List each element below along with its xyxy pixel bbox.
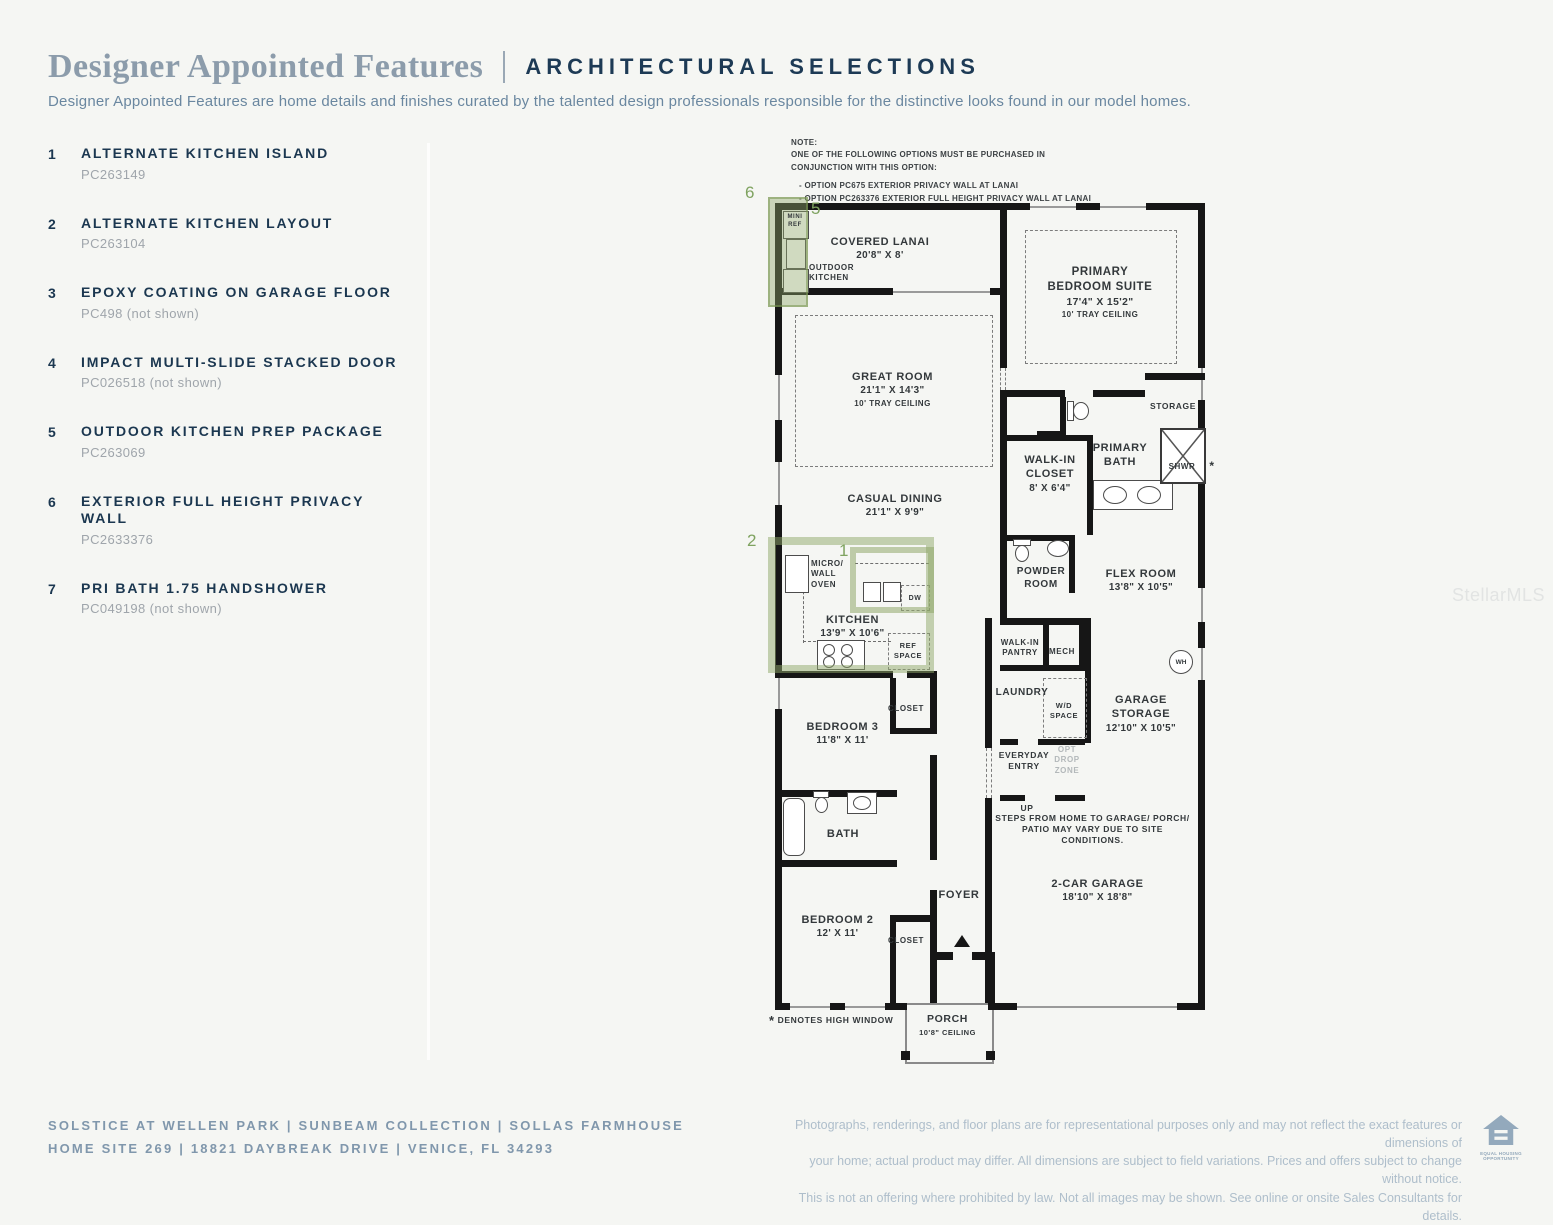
room-name: WALK-IN CLOSET — [1024, 454, 1076, 481]
room-name: 2-CAR GARAGE — [1051, 878, 1144, 890]
stellar-mls-watermark: StellarMLS — [1452, 585, 1546, 605]
wall — [1000, 795, 1025, 801]
wall — [890, 922, 896, 1003]
toilet — [815, 797, 828, 813]
wall — [775, 790, 897, 797]
list-item — [48, 493, 400, 547]
room-dims: 8' X 6'4" — [1029, 482, 1071, 494]
room-label — [815, 235, 945, 263]
feature-code: PC498 (not shown) — [81, 305, 200, 321]
feature-title: EXTERIOR FULL HEIGHT PRIVACY WALL — [81, 492, 364, 526]
room-label: POWDER ROOM — [1016, 566, 1066, 590]
room-label — [820, 370, 965, 410]
room-label — [1085, 567, 1197, 595]
room-label: WALK-IN PANTRY — [1000, 638, 1040, 658]
marker-5: 5 — [811, 199, 821, 218]
list-item — [48, 423, 400, 460]
feature-title: PRI BATH 1.75 HANDSHOWER — [81, 579, 328, 596]
room-ceiling: 10' TRAY CEILING — [854, 399, 931, 409]
plan-note — [791, 137, 1131, 205]
window — [845, 1003, 885, 1010]
feature-code: PC049198 (not shown) — [81, 601, 222, 616]
toilet — [1015, 545, 1029, 562]
room-label — [810, 613, 895, 641]
room-name: PRIMARY BEDROOM SUITE — [1047, 266, 1153, 293]
room-label: OPT DROP ZONE — [1054, 745, 1080, 775]
kitchen-island-highlight — [850, 547, 934, 613]
wall — [1000, 203, 1007, 368]
note-line: NOTE: — [791, 138, 818, 147]
footer-disclaimer — [770, 1116, 1462, 1225]
plan-note-steps — [990, 813, 1195, 846]
window — [1030, 203, 1076, 210]
room-dims: 12' X 11' — [816, 928, 859, 940]
footnote-text: DENOTES HIGH WINDOW — [777, 1015, 894, 1025]
footnote-star: * — [769, 1013, 775, 1028]
room-label — [795, 720, 890, 748]
window — [1198, 588, 1205, 622]
wall — [988, 960, 995, 1003]
list-item — [48, 215, 400, 252]
feature-number: 1 — [48, 146, 56, 162]
page-subtitle: ARCHITECTURAL SELECTIONS — [525, 54, 980, 79]
room-label — [790, 913, 885, 941]
feature-number: 3 — [48, 285, 56, 301]
wall — [1000, 390, 1007, 625]
room-label — [1040, 877, 1155, 905]
feature-code: PC026518 (not shown) — [81, 375, 222, 390]
room-label — [910, 1013, 985, 1037]
wall — [1007, 435, 1093, 441]
wall — [930, 671, 937, 731]
room-dims: 12'10" X 10'5" — [1105, 722, 1177, 734]
room-label: EVERYDAY ENTRY — [998, 750, 1050, 772]
room-label: BATH — [826, 828, 860, 840]
room-name: BEDROOM 2 — [801, 914, 874, 926]
wall — [930, 952, 953, 960]
window — [1100, 203, 1146, 210]
equal-housing-house-icon — [1482, 1114, 1520, 1146]
room-label: STORAGE — [1149, 401, 1197, 411]
room-dims: 20'8" X 8' — [856, 250, 904, 262]
feature-code: PC2633376 — [81, 531, 154, 547]
room-name: KITCHEN — [825, 614, 880, 626]
toilet — [1073, 402, 1089, 420]
bathtub — [783, 798, 805, 856]
wall — [890, 915, 932, 922]
list-item — [48, 580, 400, 617]
wall — [930, 755, 937, 860]
room-label — [1040, 265, 1160, 321]
note-line: CONJUNCTION WITH THIS OPTION: — [791, 162, 938, 172]
porch-post — [986, 1051, 995, 1060]
feature-title: IMPACT MULTI-SLIDE STACKED DOOR — [81, 353, 398, 370]
room-label — [830, 492, 960, 520]
window — [1198, 648, 1205, 680]
equal-housing-logo — [1478, 1114, 1524, 1162]
room-label — [1105, 693, 1177, 735]
room-ceiling: 10' TRAY CEILING — [1061, 310, 1139, 320]
disclaimer-line: Photographs, renderings, and floor plans are for representational purposes only and may not reflect the exact features or dimensions of — [794, 1118, 1462, 1151]
feature-number: 4 — [48, 354, 56, 371]
wall — [985, 618, 992, 748]
room-name: GREAT ROOM — [852, 371, 933, 383]
wall — [1145, 373, 1205, 380]
room-label: LAUNDRY — [995, 687, 1049, 698]
feature-number: 2 — [48, 215, 56, 232]
room-dims: 21'1" X 9'9" — [865, 507, 925, 519]
window — [775, 675, 782, 709]
footer-community-info — [48, 1115, 684, 1161]
sink — [1047, 540, 1069, 557]
window — [790, 1003, 830, 1010]
front-door-arrow — [954, 935, 970, 947]
wall — [775, 860, 897, 867]
room-dims: 17'4" X 15'2" — [1066, 296, 1134, 308]
feature-title: ALTERNATE KITCHEN ISLAND — [81, 145, 330, 161]
feature-title: ALTERNATE KITCHEN LAYOUT — [81, 214, 334, 231]
disclaimer-line: This is not an offering where prohibited by law. Not all images may be shown. See online or onsite Sales Consultants for details. — [798, 1190, 1462, 1223]
address-line: HOME SITE 269 | 18821 DAYBREAK DRIVE | VENICE, FL 34293 — [48, 1140, 555, 1156]
feature-code: PC263104 — [81, 236, 146, 251]
marker-6: 6 — [745, 183, 755, 202]
note-option: - OPTION PC675 EXTERIOR PRIVACY WALL AT LANAI — [799, 181, 1019, 191]
shower-hatch — [1162, 430, 1204, 482]
room-name: PORCH — [927, 1013, 968, 1025]
list-item — [48, 354, 400, 391]
wall — [1000, 739, 1018, 745]
features-list — [48, 145, 400, 649]
room-label: CLOSET — [887, 936, 925, 945]
feature-title: EPOXY COATING ON GARAGE FLOOR — [81, 284, 392, 300]
room-name: GARAGE STORAGE — [1111, 694, 1171, 721]
wall — [1000, 618, 1085, 625]
sink — [1137, 486, 1161, 504]
garage-door-opening — [1017, 1003, 1177, 1010]
feature-code: PC263069 — [81, 444, 146, 460]
room-label: DW — [908, 595, 922, 602]
sink — [853, 796, 871, 810]
shower — [1160, 428, 1206, 484]
marker-1: 1 — [839, 541, 849, 560]
room-ceiling: 10'8" CEILING — [919, 1027, 976, 1037]
wall — [1055, 795, 1085, 801]
room-label — [1010, 453, 1090, 495]
title-divider — [503, 51, 505, 83]
wall — [1000, 665, 1085, 671]
room-label: FOYER — [938, 889, 980, 901]
note-line: PATIO MAY VARY DUE TO SITE CONDITIONS. — [1021, 824, 1164, 846]
wall — [972, 952, 995, 960]
room-label: SHWR — [1168, 462, 1196, 471]
room-label: W/D SPACE — [1049, 701, 1079, 720]
note-line: STEPS FROM HOME TO GARAGE/ PORCH/ — [995, 813, 1190, 823]
window — [775, 462, 782, 505]
disclaimer-line: your home; actual product may differ. All dimensions are subject to field variations. Prices and offers subject to change without notice. — [809, 1154, 1462, 1187]
wall — [930, 960, 937, 1003]
note-line: ONE OF THE FOLLOWING OPTIONS MUST BE PURCHASED IN — [791, 150, 1046, 160]
page-title: Designer Appointed Features — [48, 48, 484, 85]
room-label: OUTDOOR KITCHEN — [809, 263, 855, 283]
room-label: REF SPACE — [893, 641, 923, 660]
room-name: COVERED LANAI — [830, 236, 930, 248]
water-heater-label: WH — [1175, 658, 1187, 666]
room-dims: 21'1" X 14'3" — [860, 385, 925, 397]
wall — [1093, 390, 1145, 397]
vertical-divider — [427, 143, 430, 1060]
wall — [1007, 390, 1065, 397]
page-header — [48, 48, 980, 86]
marker-2: 2 — [747, 531, 757, 550]
feature-code: PC263149 — [81, 166, 146, 182]
room-label: MICRO/ WALL OVEN — [811, 559, 844, 589]
room-label: MECH — [1049, 647, 1075, 656]
tagline: Designer Appointed Features are home details and finishes curated by the talented design professionals responsible for the distinctive looks found in our model homes. — [48, 93, 1192, 110]
cased-opening — [1000, 368, 1006, 390]
room-label: MINI REF — [787, 214, 803, 228]
equal-housing-text: EQUAL HOUSING OPPORTUNITY — [1480, 1151, 1522, 1162]
entry-opening — [986, 748, 992, 798]
sliding-door — [893, 288, 990, 295]
porch-post — [901, 1051, 910, 1060]
room-dims: 13'8" X 10'5" — [1108, 582, 1174, 594]
room-label: PRIMARY BATH — [1092, 442, 1148, 469]
room-dims: 11'8" X 11' — [816, 735, 869, 747]
room-name: FLEX ROOM — [1105, 568, 1177, 580]
sink — [1103, 486, 1127, 504]
room-dims: 13'9" X 10'6" — [820, 628, 885, 640]
water-heater — [1169, 650, 1193, 674]
room-name: BEDROOM 3 — [806, 721, 879, 733]
note-option: - OPTION PC263376 EXTERIOR FULL HEIGHT PRIVACY WALL AT LANAI — [799, 193, 1092, 203]
plan-footnote — [769, 1013, 919, 1030]
community-line: SOLSTICE AT WELLEN PARK | SUNBEAM COLLECTION | SOLLAS FARMHOUSE — [48, 1118, 685, 1133]
floor-plan — [745, 135, 1225, 1075]
feature-title: OUTDOOR KITCHEN PREP PACKAGE — [81, 423, 384, 439]
list-item — [48, 145, 400, 182]
list-item — [48, 284, 400, 321]
room-label: UP — [1020, 803, 1034, 813]
feature-number: 5 — [48, 424, 56, 440]
feature-number: 7 — [48, 580, 56, 597]
feature-number: 6 — [48, 493, 56, 510]
room-dims: 18'10" X 18'8" — [1062, 892, 1133, 904]
room-name: CASUAL DINING — [847, 493, 943, 505]
room-label: CLOSET — [887, 704, 925, 713]
window — [775, 375, 782, 420]
high-window-marker: * — [1209, 459, 1215, 473]
